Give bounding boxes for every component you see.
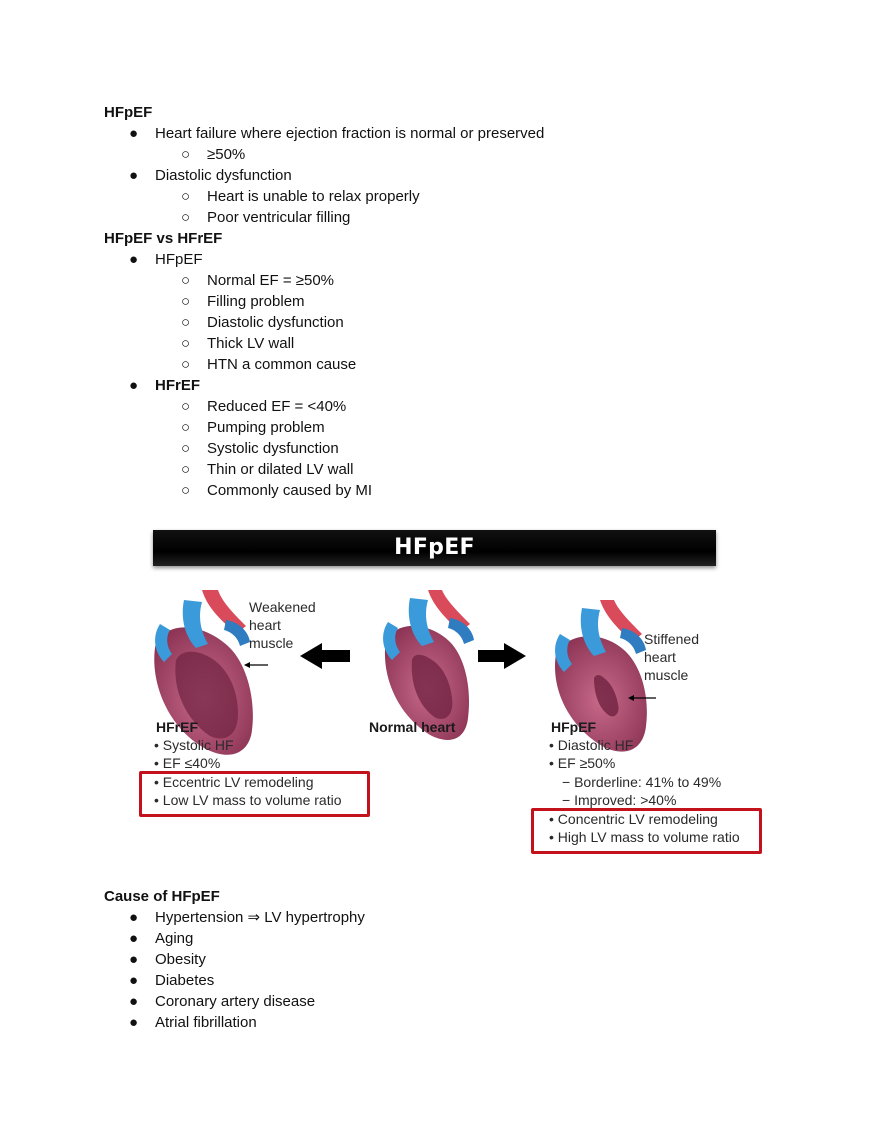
sub-list-item: [181, 461, 353, 479]
hfpef-bullet: • Diastolic HF: [549, 737, 634, 753]
arrow-left-icon: [300, 643, 350, 669]
list-item-text: Obesity: [155, 951, 206, 968]
sub-list-item: [181, 482, 372, 500]
list-item-text: Diabetes: [155, 972, 215, 989]
list-item: [129, 993, 315, 1011]
sub-list-item: [181, 335, 294, 353]
sub-list-item: [181, 272, 334, 290]
sub-list-item-text: Poor ventricular filling: [207, 209, 351, 226]
list-item: [129, 251, 203, 269]
hfpef-figure: [138, 526, 766, 858]
hollow-bullet-icon: ○: [181, 356, 191, 373]
sub-list-item-text: Thin or dilated LV wall: [207, 461, 354, 478]
hfref-title: HFrEF: [156, 719, 198, 735]
list-item: [129, 909, 365, 927]
list-item: [129, 125, 544, 143]
list-item-text: HFpEF: [155, 251, 203, 268]
hollow-bullet-icon: ○: [181, 272, 191, 289]
hfpef-bullet: • Concentric LV remodeling: [549, 811, 718, 827]
sub-list-item-text: Filling problem: [207, 293, 305, 310]
sub-list-item: [181, 419, 325, 437]
section-heading-hfpef: HFpEF: [104, 104, 153, 121]
sub-list-item: [181, 146, 245, 164]
hollow-bullet-icon: ○: [181, 188, 191, 205]
list-item: [129, 930, 193, 948]
list-item: [129, 377, 200, 395]
hollow-bullet-icon: ○: [181, 440, 191, 457]
weakened-label: heart: [249, 617, 281, 633]
hollow-bullet-icon: ○: [181, 461, 191, 478]
sub-list-item: [181, 440, 339, 458]
list-item-text: Heart failure where ejection fraction is normal or preserved: [155, 125, 545, 142]
sub-list-item-text: ≥50%: [207, 146, 246, 163]
bullet-icon: ●: [129, 951, 139, 968]
list-item-text: Coronary artery disease: [155, 993, 316, 1010]
hfpef-sub-bullet: − Borderline: 41% to 49%: [562, 774, 722, 790]
list-item: [129, 1014, 257, 1032]
list-item-text: Aging: [155, 930, 194, 947]
hollow-bullet-icon: ○: [181, 398, 191, 415]
sub-list-item: [181, 188, 420, 206]
sub-list-item-text: Systolic dysfunction: [207, 440, 339, 457]
bullet-icon: ●: [129, 993, 139, 1010]
bullet-icon: ●: [129, 930, 139, 947]
hfpef-title: HFpEF: [551, 719, 597, 735]
list-item-text: HFrEF: [155, 377, 200, 394]
section-heading-causes: Cause of HFpEF: [104, 888, 220, 905]
list-item-text: Hypertension ⇒ LV hypertrophy: [155, 909, 365, 926]
hfref-bullet: • Eccentric LV remodeling: [154, 774, 314, 790]
hfref-bullet: • Low LV mass to volume ratio: [154, 792, 342, 808]
hfpef-sub-bullet: − Improved: >40%: [562, 792, 677, 808]
normal-heart-label: Normal heart: [369, 719, 456, 735]
list-item-text: Diastolic dysfunction: [155, 167, 292, 184]
hollow-bullet-icon: ○: [181, 293, 191, 310]
bullet-icon: ●: [129, 167, 139, 184]
sub-list-item-text: Pumping problem: [207, 419, 325, 436]
stiffened-label: muscle: [644, 667, 689, 683]
sub-list-item: [181, 398, 346, 416]
sub-list-item: [181, 293, 305, 311]
list-item: [129, 951, 206, 969]
hfpef-bullet: • High LV mass to volume ratio: [549, 829, 740, 845]
bullet-icon: ●: [129, 125, 139, 142]
hollow-bullet-icon: ○: [181, 209, 191, 226]
hollow-bullet-icon: ○: [181, 419, 191, 436]
hollow-bullet-icon: ○: [181, 335, 191, 352]
bullet-icon: ●: [129, 909, 139, 926]
bullet-icon: ●: [129, 972, 139, 989]
sub-list-item-text: Diastolic dysfunction: [207, 314, 344, 331]
sub-list-item: [181, 209, 350, 227]
hfpef-highlight-box: [531, 808, 762, 854]
bullet-icon: ●: [129, 251, 139, 268]
sub-list-item: [181, 356, 356, 374]
hfref-highlight-box: [139, 771, 370, 817]
sub-list-item-text: Normal EF = ≥50%: [207, 272, 335, 289]
list-item: [129, 167, 292, 185]
sub-list-item-text: Heart is unable to relax properly: [207, 188, 420, 205]
section-heading-comparison: HFpEF vs HFrEF: [104, 230, 223, 247]
sub-list-item-text: HTN a common cause: [207, 356, 357, 373]
hfpef-bullet: • EF ≥50%: [549, 755, 616, 771]
hfref-bullet: • EF ≤40%: [154, 755, 221, 771]
arrow-right-icon: [478, 643, 526, 669]
bullet-icon: ●: [129, 377, 139, 394]
list-item: [129, 972, 214, 990]
stiffened-label: Stiffened: [644, 631, 700, 647]
hfref-bullet: • Systolic HF: [154, 737, 234, 753]
weakened-label: Weakened: [249, 599, 316, 615]
list-item-text: Atrial fibrillation: [155, 1014, 257, 1031]
bullet-icon: ●: [129, 1014, 139, 1031]
hollow-bullet-icon: ○: [181, 314, 191, 331]
stiffened-label: heart: [644, 649, 676, 665]
sub-list-item-text: Thick LV wall: [207, 335, 295, 352]
weakened-label: muscle: [249, 635, 294, 651]
figure-title-bar: HFpEF: [153, 530, 716, 566]
hollow-bullet-icon: ○: [181, 482, 191, 499]
sub-list-item: [181, 314, 344, 332]
sub-list-item-text: Commonly caused by MI: [207, 482, 373, 499]
sub-list-item-text: Reduced EF = <40%: [207, 398, 347, 415]
hollow-bullet-icon: ○: [181, 146, 191, 163]
